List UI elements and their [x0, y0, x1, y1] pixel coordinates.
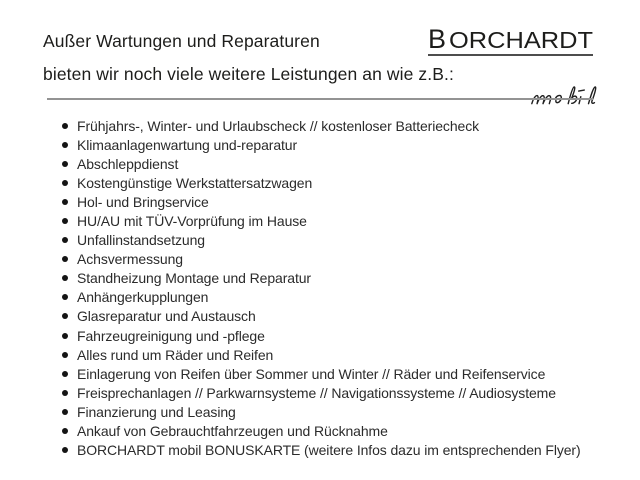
- list-item: Glasreparatur und Austausch: [62, 307, 581, 326]
- list-item: Anhängerkupplungen: [62, 288, 581, 307]
- bullet-icon: [62, 275, 68, 281]
- bullet-icon: [62, 199, 68, 205]
- list-item: Einlagerung von Reifen über Sommer und Winter // Räder und Reifenservice: [62, 364, 581, 383]
- brand-logo: [428, 26, 593, 56]
- brand-tagline-script: [529, 81, 599, 111]
- brand-underline: [428, 54, 593, 56]
- mobil-script-i-dash: [579, 90, 585, 91]
- bullet-icon: [62, 218, 68, 224]
- bullet-icon: [62, 390, 68, 396]
- mobil-script-b: [568, 87, 577, 104]
- brand-rest: ORCHARDT: [449, 27, 593, 52]
- list-item: Fahrzeugreinigung und -pflege: [62, 326, 581, 345]
- brand-initial: B: [428, 26, 447, 52]
- header-separator: [47, 98, 593, 100]
- bullet-icon: [62, 447, 68, 453]
- list-item: Alles rund um Räder und Reifen: [62, 345, 581, 364]
- bullet-icon: [62, 237, 68, 243]
- bullet-icon: [62, 428, 68, 434]
- brand-wordmark: [428, 26, 593, 52]
- list-item: Freisprechanlagen // Parkwarnsysteme // Navigationssysteme // Audiosysteme: [62, 383, 581, 402]
- list-item: Kostengünstige Werkstattersatzwagen: [62, 173, 581, 192]
- list-item: Unfallinstandsetzung: [62, 231, 581, 250]
- bullet-icon: [62, 142, 68, 148]
- bullet-icon: [62, 180, 68, 186]
- list-item: Finanzierung und Leasing: [62, 402, 581, 421]
- list-item: Standheizung Montage und Reparatur: [62, 269, 581, 288]
- mobil-script-l: [589, 87, 596, 104]
- intro-line-1: Außer Wartungen und Reparaturen: [43, 31, 320, 51]
- services-list: [62, 116, 581, 460]
- bullet-icon: [62, 256, 68, 262]
- intro-line-2: bieten wir noch viele weitere Leistungen an wie z.B.:: [43, 64, 454, 84]
- bullet-icon: [62, 123, 68, 129]
- bullet-icon: [62, 313, 68, 319]
- bullet-icon: [62, 371, 68, 377]
- bullet-icon: [62, 294, 68, 300]
- list-item: Klimaanlagenwartung und-reparatur: [62, 135, 581, 154]
- bullet-icon: [62, 161, 68, 167]
- list-item: Abschleppdienst: [62, 154, 581, 173]
- bullet-icon: [62, 333, 68, 339]
- bullet-icon: [62, 409, 68, 415]
- list-item: Achsvermessung: [62, 250, 581, 269]
- bullet-icon: [62, 352, 68, 358]
- list-item: Hol- und Bringservice: [62, 192, 581, 211]
- list-item: BORCHARDT mobil BONUSKARTE (weitere Infos dazu im entsprechenden Flyer): [62, 441, 581, 460]
- list-item: Ankauf von Gebrauchtfahrzeugen und Rücknahme: [62, 422, 581, 441]
- list-item: Frühjahrs-, Winter- und Urlaubscheck // kostenloser Batteriecheck: [62, 116, 581, 135]
- list-item: HU/AU mit TÜV-Vorprüfung im Hause: [62, 211, 581, 230]
